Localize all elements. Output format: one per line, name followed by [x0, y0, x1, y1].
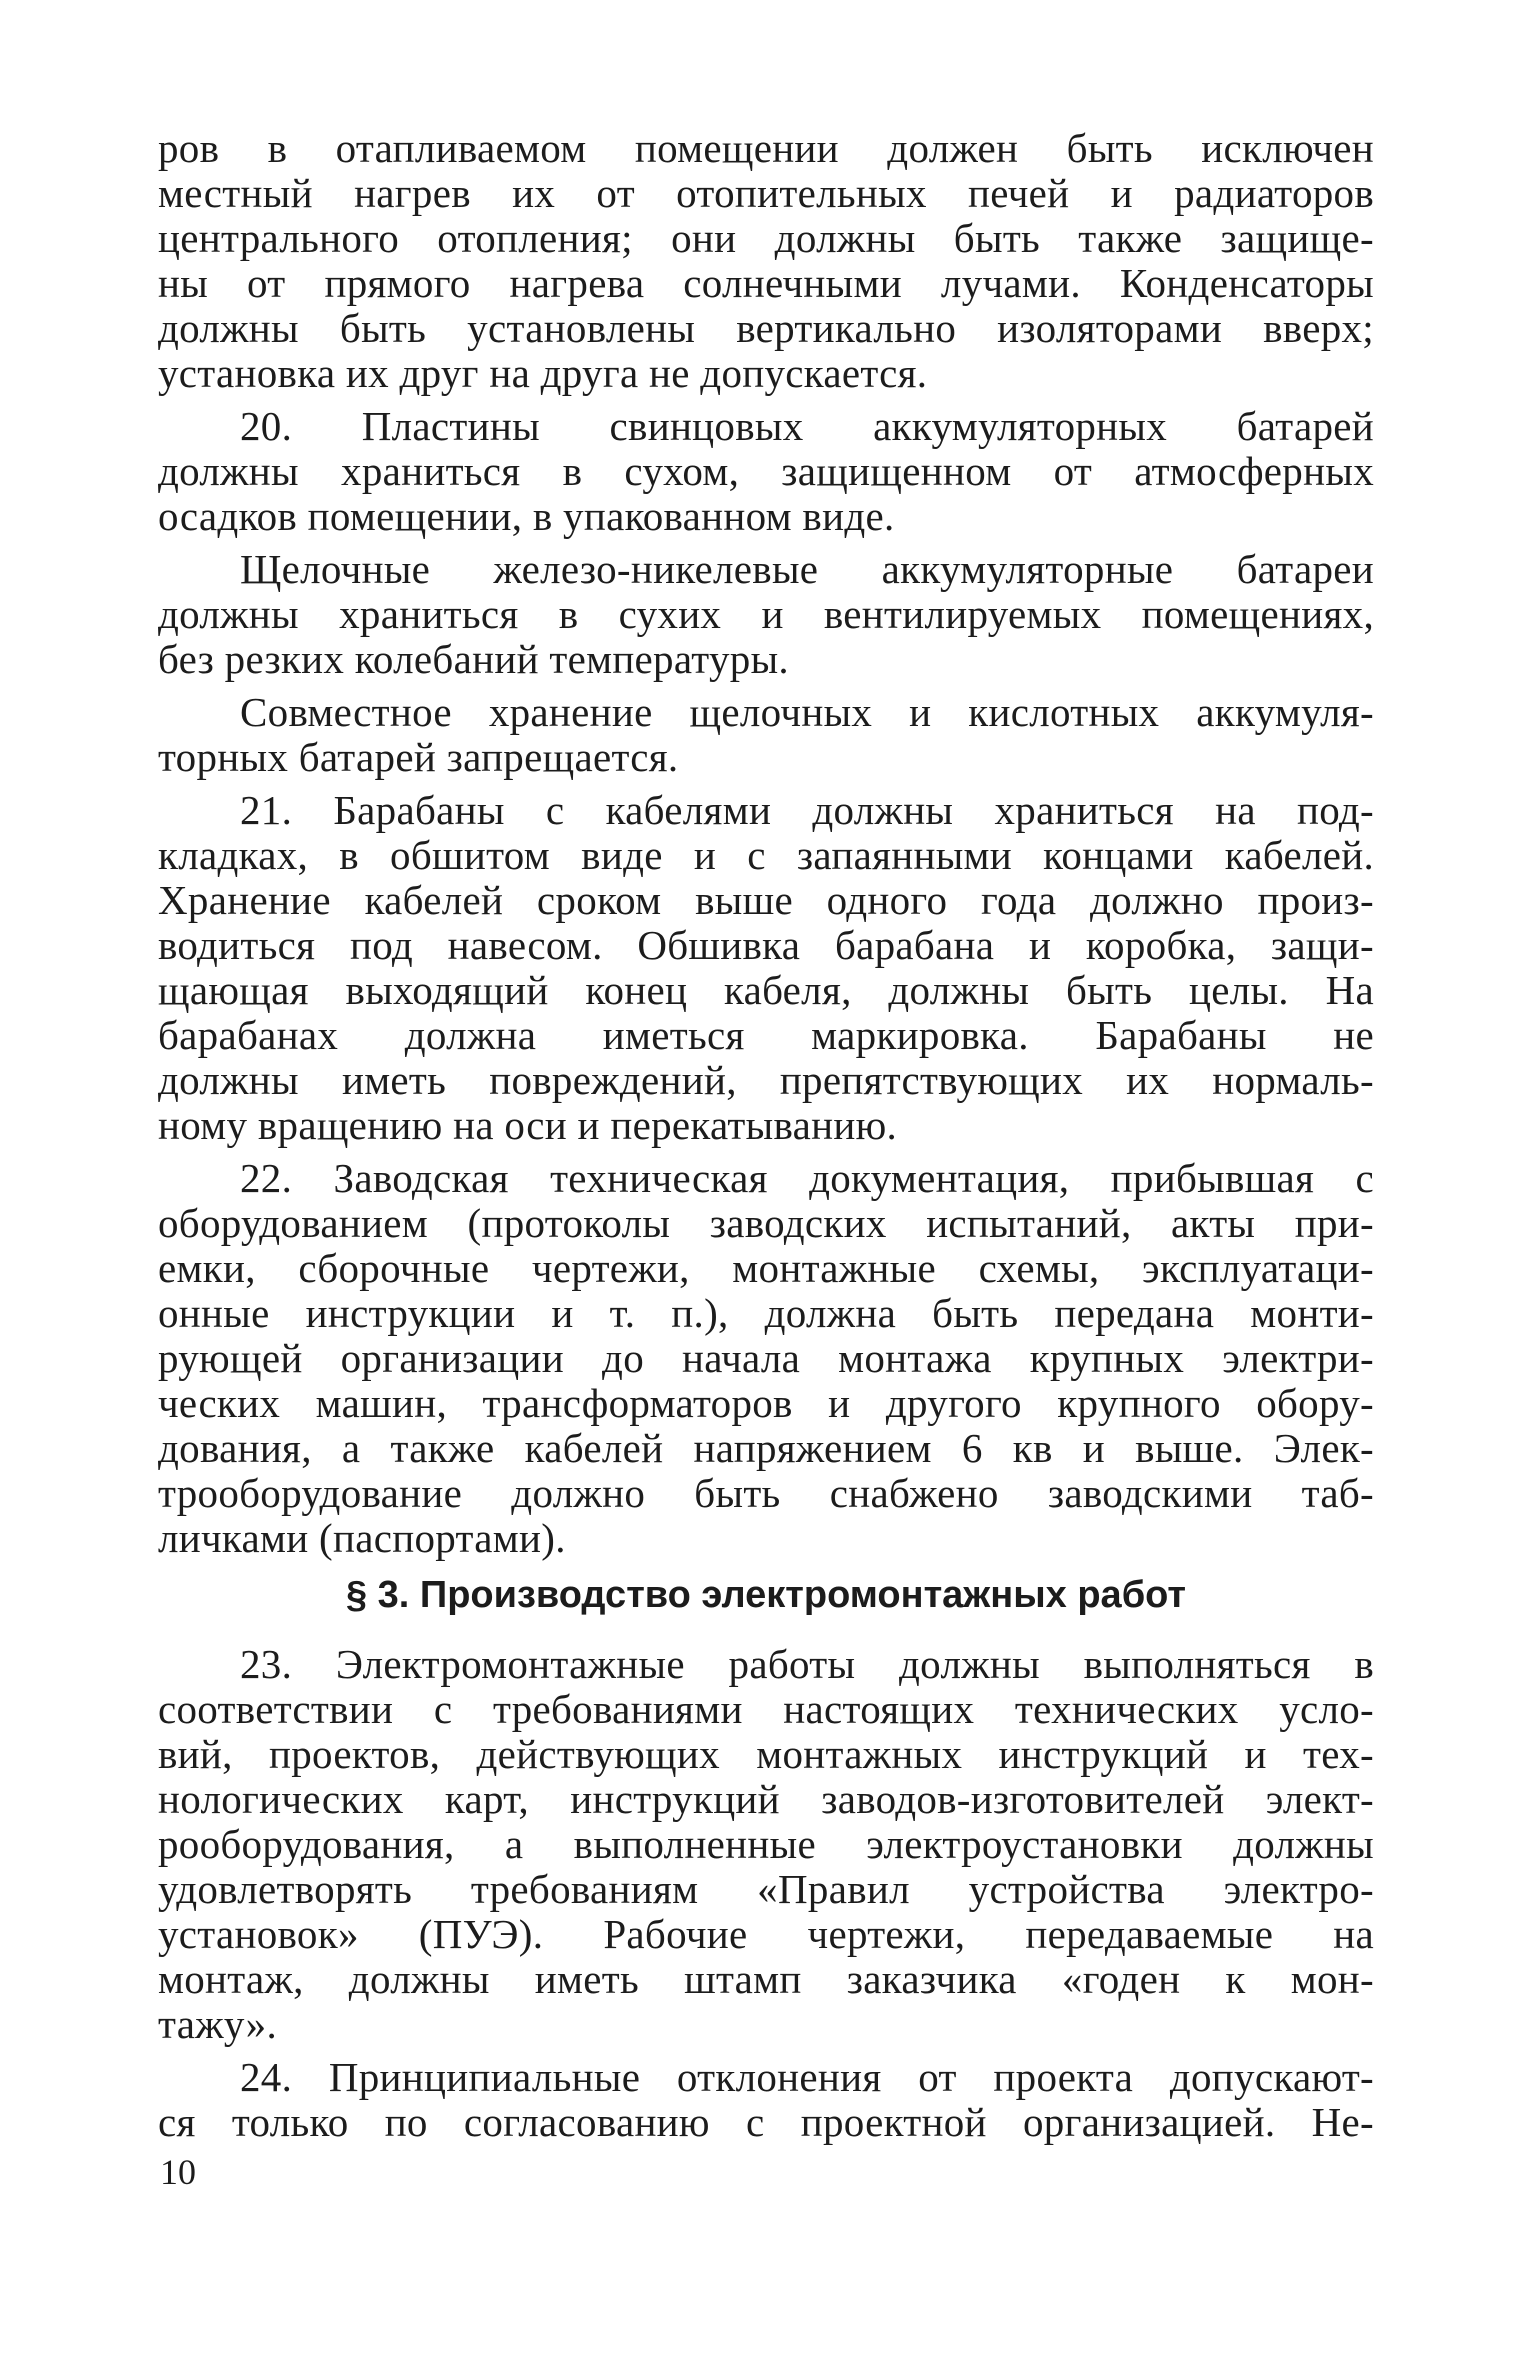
text-line: емки, сборочные чертежи, монтажные схемы, эксплуатаци- [158, 1245, 1374, 1291]
text-line: должны храниться в сухом, защищенном от атмосферных [158, 448, 1374, 494]
text-line: нологических карт, инструкций заводов-изготовителей элект- [158, 1776, 1374, 1822]
paragraph-alkaline-batteries [158, 547, 1374, 682]
text-line: удовлетворять требованиям «Правил устройства электро- [158, 1866, 1374, 1912]
text-line: 22. Заводская техническая документация, прибывшая с [240, 1155, 1374, 1201]
text-line: соответствии с требованиями настоящих технических усло- [158, 1686, 1374, 1732]
text-line: ся только по согласованию с проектной организацией. Не- [158, 2099, 1374, 2145]
text-line: дования, а также кабелей напряжением 6 кв и выше. Элек- [158, 1425, 1374, 1471]
text-line: 24. Принципиальные отклонения от проекта допускают- [240, 2054, 1374, 2100]
paragraph-23 [158, 1642, 1374, 2047]
paragraph-24 [158, 2055, 1374, 2145]
text-line: водиться под навесом. Обшивка барабана и коробка, защи- [158, 922, 1374, 968]
text-line: онные инструкции и т. п.), должна быть передана монти- [158, 1290, 1374, 1336]
text-line: кладках, в обшитом виде и с запаянными концами кабелей. [158, 832, 1374, 878]
text-line: ны от прямого нагрева солнечными лучами. Конденсаторы [158, 260, 1374, 306]
text-line: рооборудования, а выполненные электроустановки должны [158, 1821, 1374, 1867]
text-line: барабанах должна иметься маркировка. Барабаны не [158, 1012, 1374, 1058]
text-block-lower [158, 1642, 1374, 2145]
text-block-upper [158, 126, 1374, 1561]
text-line: трооборудование должно быть снабжено заводскими таб- [158, 1470, 1374, 1516]
text-line: личками (паспортами). [158, 1515, 566, 1561]
text-line: должны храниться в сухих и вентилируемых помещениях, [158, 591, 1374, 637]
text-line: оборудованием (протоколы заводских испытаний, акты при- [158, 1200, 1374, 1246]
text-line: должны иметь повреждений, препятствующих их нормаль- [158, 1057, 1374, 1103]
text-line: вий, проектов, действующих монтажных инструкций и тех- [158, 1731, 1374, 1777]
text-line: щающая выходящий конец кабеля, должны быть целы. На [158, 967, 1374, 1013]
text-line: местный нагрев их от отопительных печей и радиаторов [158, 170, 1374, 216]
text-line: осадков помещении, в упакованном виде. [158, 493, 895, 539]
text-line: Щелочные железо-никелевые аккумуляторные батареи [240, 546, 1374, 592]
text-line: Хранение кабелей сроком выше одного года должно произ- [158, 877, 1374, 923]
text-line: монтаж, должны иметь штамп заказчика «годен к мон- [158, 1956, 1374, 2002]
page-number: 10 [160, 2152, 196, 2192]
paragraph-21 [158, 788, 1374, 1148]
text-line: установка их друг на друга не допускается. [158, 350, 928, 396]
text-line: 20. Пластины свинцовых аккумуляторных батарей [240, 403, 1374, 449]
text-line: ров в отапливаемом помещении должен быть исключен [158, 125, 1374, 171]
text-line: ческих машин, трансформаторов и другого крупного обору- [158, 1380, 1374, 1426]
text-line: установок» (ПУЭ). Рабочие чертежи, передаваемые на [158, 1911, 1374, 1957]
text-line: тажу». [158, 2001, 278, 2047]
text-line: 23. Электромонтажные работы должны выполняться в [240, 1641, 1374, 1687]
text-line: без резких колебаний температуры. [158, 636, 789, 682]
text-line: ному вращению на оси и перекатыванию. [158, 1102, 898, 1148]
text-line: должны быть установлены вертикально изоляторами вверх; [158, 305, 1374, 351]
section-heading: § 3. Производство электромонтажных работ [345, 1574, 1187, 1616]
text-line: торных батарей запрещается. [158, 734, 679, 780]
paragraph-22 [158, 1156, 1374, 1561]
text-line: Совместное хранение щелочных и кислотных аккумуля- [240, 689, 1374, 735]
text-line: рующей организации до начала монтажа крупных электри- [158, 1335, 1374, 1381]
paragraph-joint-storage [158, 690, 1374, 780]
text-line: 21. Барабаны с кабелями должны храниться на под- [240, 787, 1374, 833]
text-line: центрального отопления; они должны быть также защище- [158, 215, 1374, 261]
paragraph-continuation [158, 126, 1374, 396]
paragraph-20 [158, 404, 1374, 539]
